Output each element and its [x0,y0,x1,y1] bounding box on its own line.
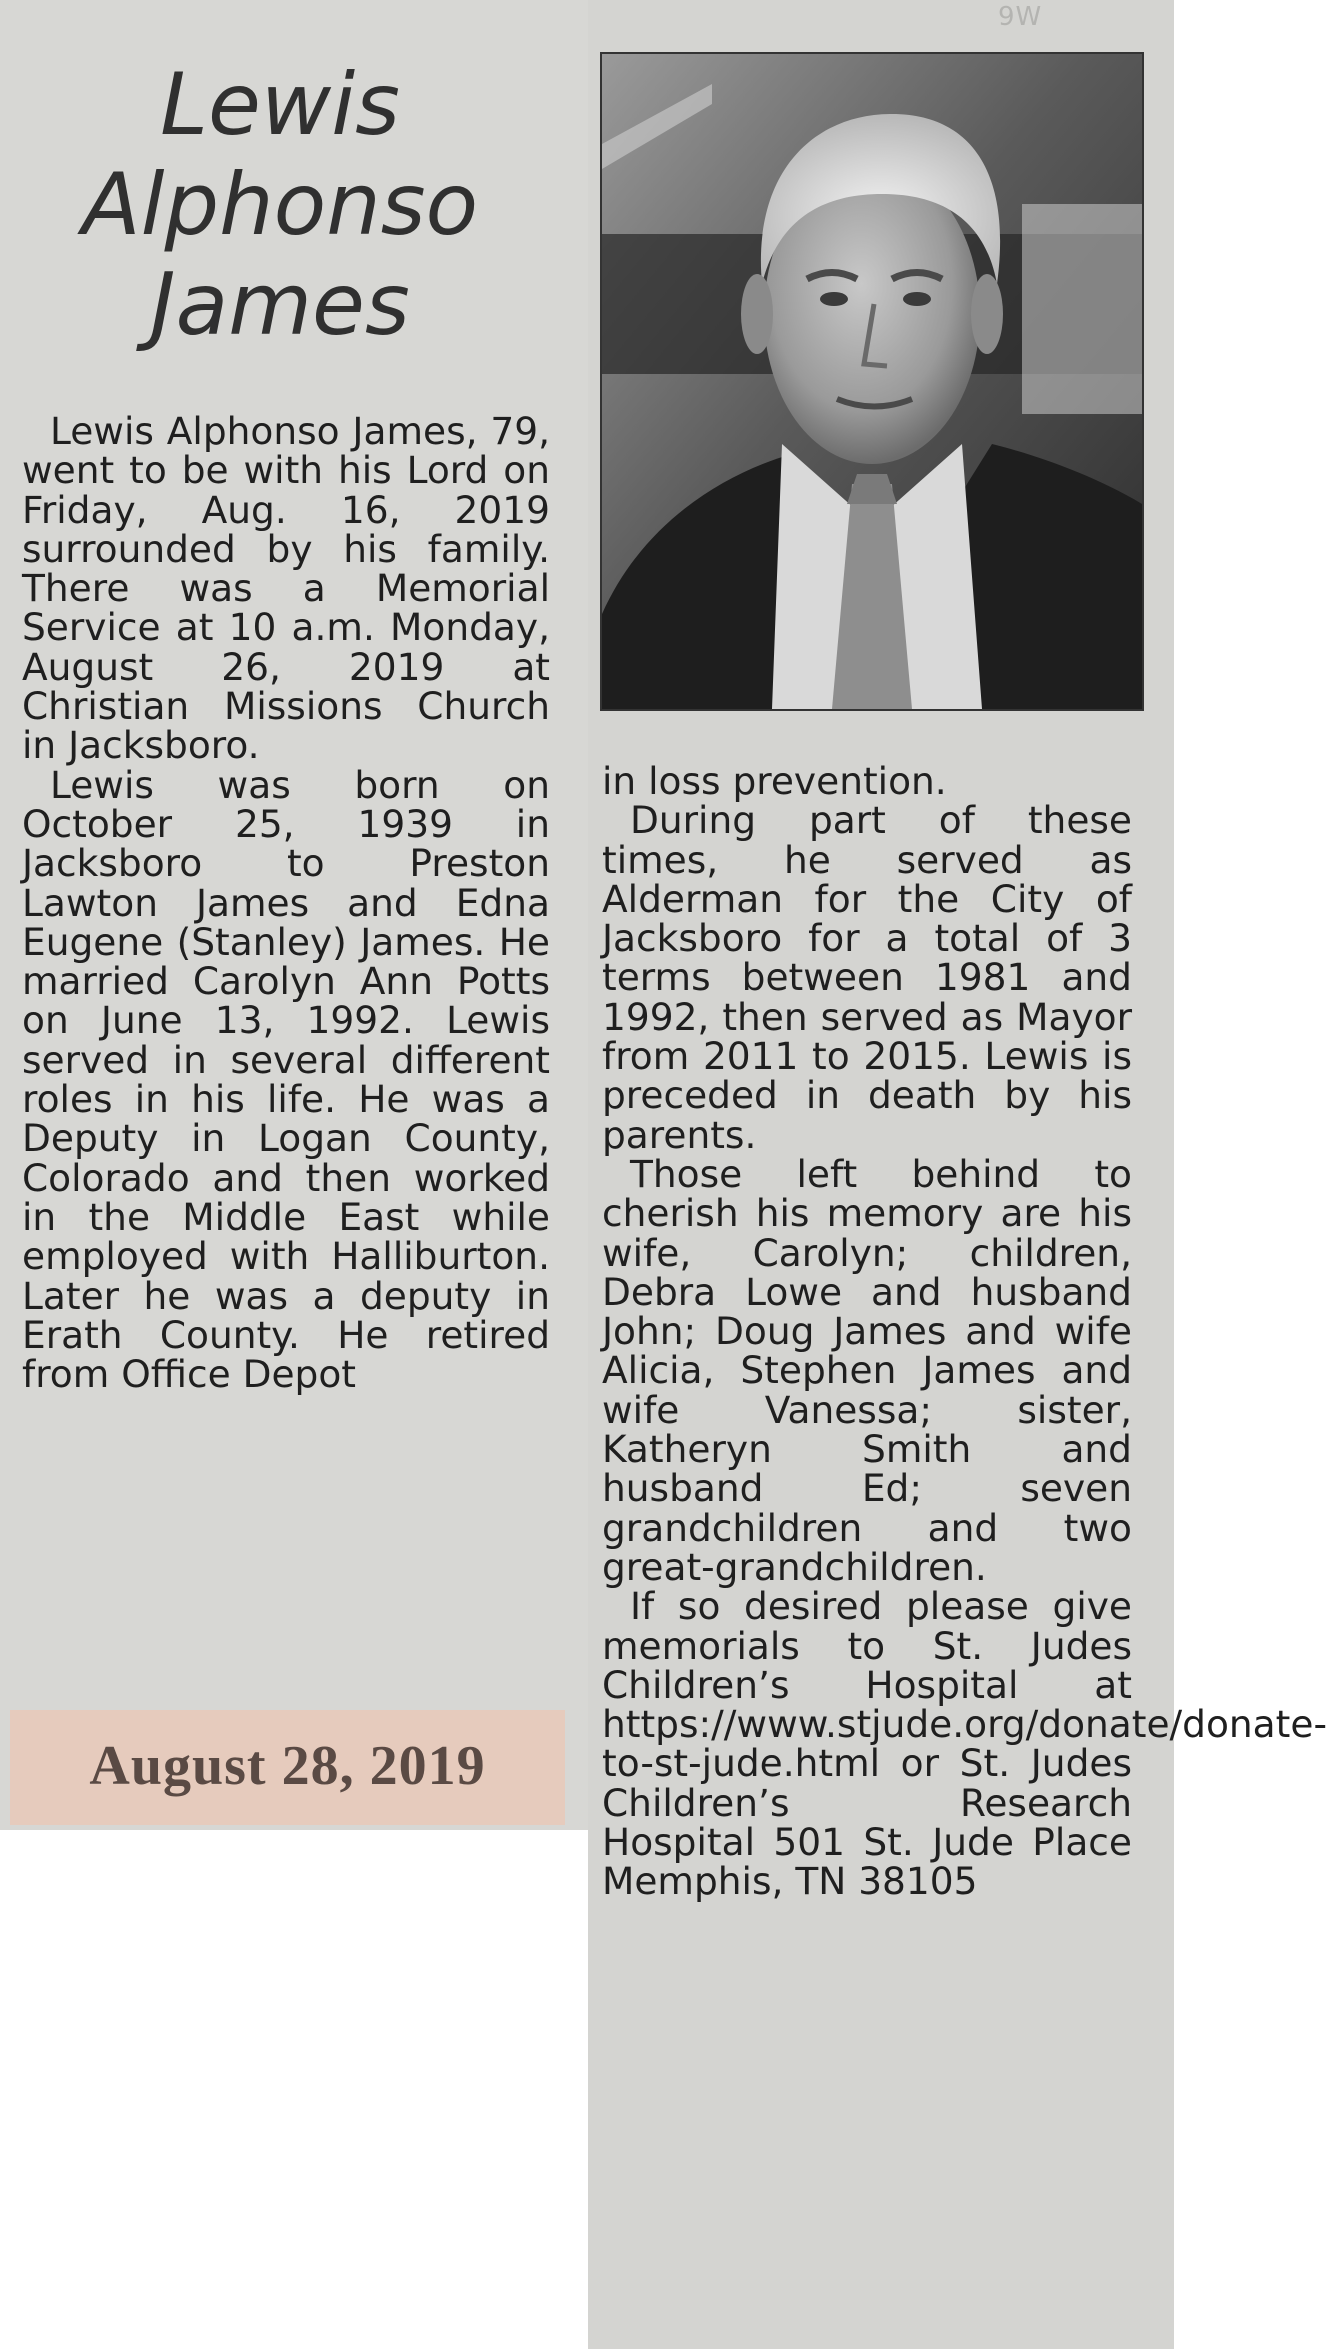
paragraph-public-service: During part of these times, he served as Alderman for the City of Jacksboro for a total of 3 terms between 1981 and 1992, then served as Mayor from 2011 to 2015. Lewis is preceded in death by his parents. [602,798,1132,1157]
name-line-middle: Alphonso [81,155,479,255]
name-line-last: James [150,255,410,355]
clipping-right-column [588,0,1327,2349]
paragraph-memorials: If so desired please give memorials to St. Judes Children’s Hospital at https://www.stjude.org/donate/donate-to-st-jude.html or St. Judes Children’s Research Hospital 501 St. Jude Place Memphis, TN 38105 [602,1584,1327,1904]
obituary-column-2 [602,759,1327,1904]
clipping-left-column [0,0,588,1830]
obituary-column-1 [22,409,550,1397]
paragraph-survivors: Those left behind to cherish his memory are his wife, Carolyn; children, Debra Lowe and husband John; Doug James and wife Alicia, Stephen James and wife Vanessa; sister, Katheryn Smith and husband Ed; seven grandchildren and two great-grandchildren. [602,1151,1132,1589]
portrait-photo [600,52,1144,711]
paragraph-continuation: in loss prevention. [602,759,947,803]
paragraph-biography: Lewis was born on October 25, 1939 in Jacksboro to Preston Lawton James and Edna Eugene (Stanley) James. He married Carolyn Ann Potts on June 13, 1992. Lewis served in several different roles in his life. He was a Deputy in Logan County, Colorado and then worked in the Middle East while employed with Halliburton. Later he was a deputy in Erath County. He retired from Office Depot [22,762,550,1397]
obituary-name-heading [20,55,540,355]
header-scrap-right: 9W [998,2,1043,32]
portrait-photo-drawing [602,54,1142,709]
paragraph-intro: Lewis Alphonso James, 79, went to be with his Lord on Friday, Aug. 16, 2019 surrounded by his family. There was a Memorial Service at 10 a.m. Monday, August 26, 2019 at Christian Missions Church in Jacksboro. [22,409,550,768]
publication-date-tag [10,1710,565,1825]
publication-date: August 28, 2019 [89,1735,486,1797]
name-line-first: Lewis [160,55,400,155]
